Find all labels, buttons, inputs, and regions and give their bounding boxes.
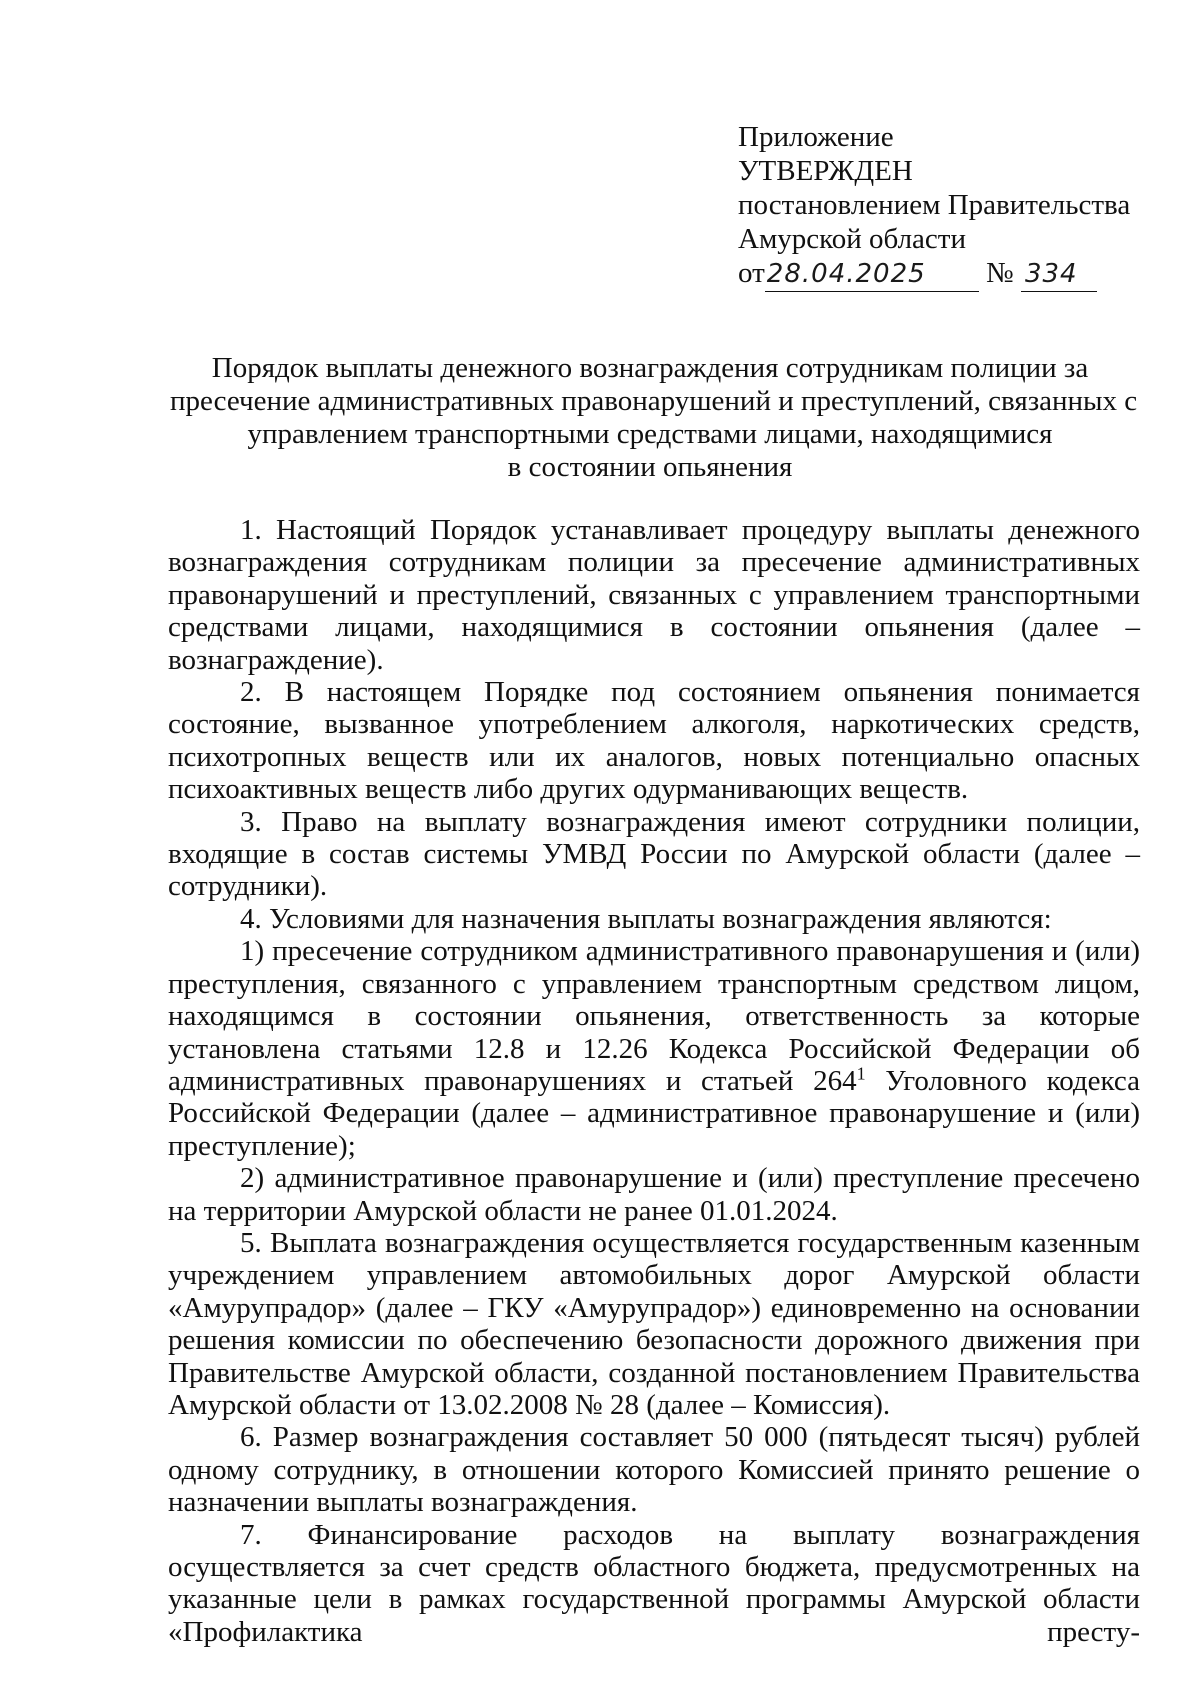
article-superscript: 1 <box>856 1063 866 1084</box>
item-1-text-a: 1) пресечение сотрудником административного правонарушения и (или) преступления, связанного с управлением транспортным средством лицом, находящимся в состоянии опьянения, ответственность за которые установлена статьями 12.8 и 12.26 Кодекса Российской Федерации об административных правонарушениях и статьей 264 <box>168 935 1140 1097</box>
paragraph-4: 4. Условиями для назначения выплаты вознаграждения являются: <box>240 902 1052 935</box>
approved-label: УТВЕРЖДЕН <box>738 155 913 187</box>
title-line-3: управлением транспортными средствами лицами, находящимися <box>247 418 1053 450</box>
number-field <box>1021 256 1097 292</box>
handwritten-date: 28.04.2025 <box>766 259 926 289</box>
paragraph-6: 6. Размер вознаграждения составляет 50 000 (пятьдесят тысяч) рублей одному сотруднику, в отношении которого Комиссией принято решение о назначении выплаты вознаграждения. <box>168 1421 1140 1519</box>
number-prefix: № <box>986 257 1014 289</box>
title-line-1: Порядок выплаты денежного вознаграждения сотрудникам полиции за <box>211 352 1089 384</box>
item-1-text-b: Уголовного кодекса Российской Федерации (далее – административное правонарушение и (или) преступление); <box>168 1064 1140 1162</box>
paragraph-1: 1. Настоящий Порядок устанавливает процедуру выплаты денежного вознаграждения сотрудникам полиции за пресечение административных правонарушений и преступлений, связанных с управлением транспортными средствами лицами, находящимися в состоянии опьянения (далее – вознаграждение). <box>168 514 1140 676</box>
approval-block <box>738 120 1158 292</box>
paragraph-5: 5. Выплата вознаграждения осуществляется государственным казенным учреждением управлением автомобильных дорог Амурской области «Амурупрадор» (далее – ГКУ «Амурупрадор») единовременно на основании решения комиссии по обеспечению безопасности дорожного движения при Правительстве Амурской области, созданной постановлением Правительства Амурской области от 13.02.2008 № 28 (далее – Комиссия). <box>168 1226 1140 1421</box>
paragraph-4-item-2: 2) административное правонарушение и (или) преступление пресечено на территории Амурской области не ранее 01.01.2024. <box>168 1162 1140 1227</box>
title-line-2: пресечение административных правонарушений и преступлений, связанных с <box>170 385 1138 417</box>
paragraph-7: 7. Финансирование расходов на выплату вознаграждения осуществляется за счет средств областного бюджета, предусмотренных на указанные цели в рамках государственной программы Амурской области «Профилактика престу- <box>168 1518 1140 1648</box>
paragraph-4-item-1 <box>168 935 1140 1162</box>
document-body <box>168 514 1140 1648</box>
document-title <box>170 352 1138 484</box>
handwritten-number: 334 <box>1024 259 1078 289</box>
resolution-label: постановлением Правительства <box>738 189 1131 221</box>
date-prefix: от <box>738 257 765 289</box>
title-line-4: в состоянии опьянения <box>507 451 793 483</box>
paragraph-2: 2. В настоящем Порядке под состоянием опьянения понимается состояние, вызванное употреблением алкоголя, наркотических средств, психотропных веществ или их аналогов, новых потенциально опасных психоактивных веществ либо других одурманивающих веществ. <box>168 676 1140 806</box>
date-field <box>765 256 979 292</box>
date-number-line <box>738 256 1158 292</box>
paragraph-3: 3. Право на выплату вознаграждения имеют сотрудники полиции, входящие в состав системы УМВД России по Амурской области (далее – сотрудники). <box>168 805 1140 903</box>
appendix-label: Приложение <box>738 121 894 153</box>
region-label: Амурской области <box>738 223 966 255</box>
